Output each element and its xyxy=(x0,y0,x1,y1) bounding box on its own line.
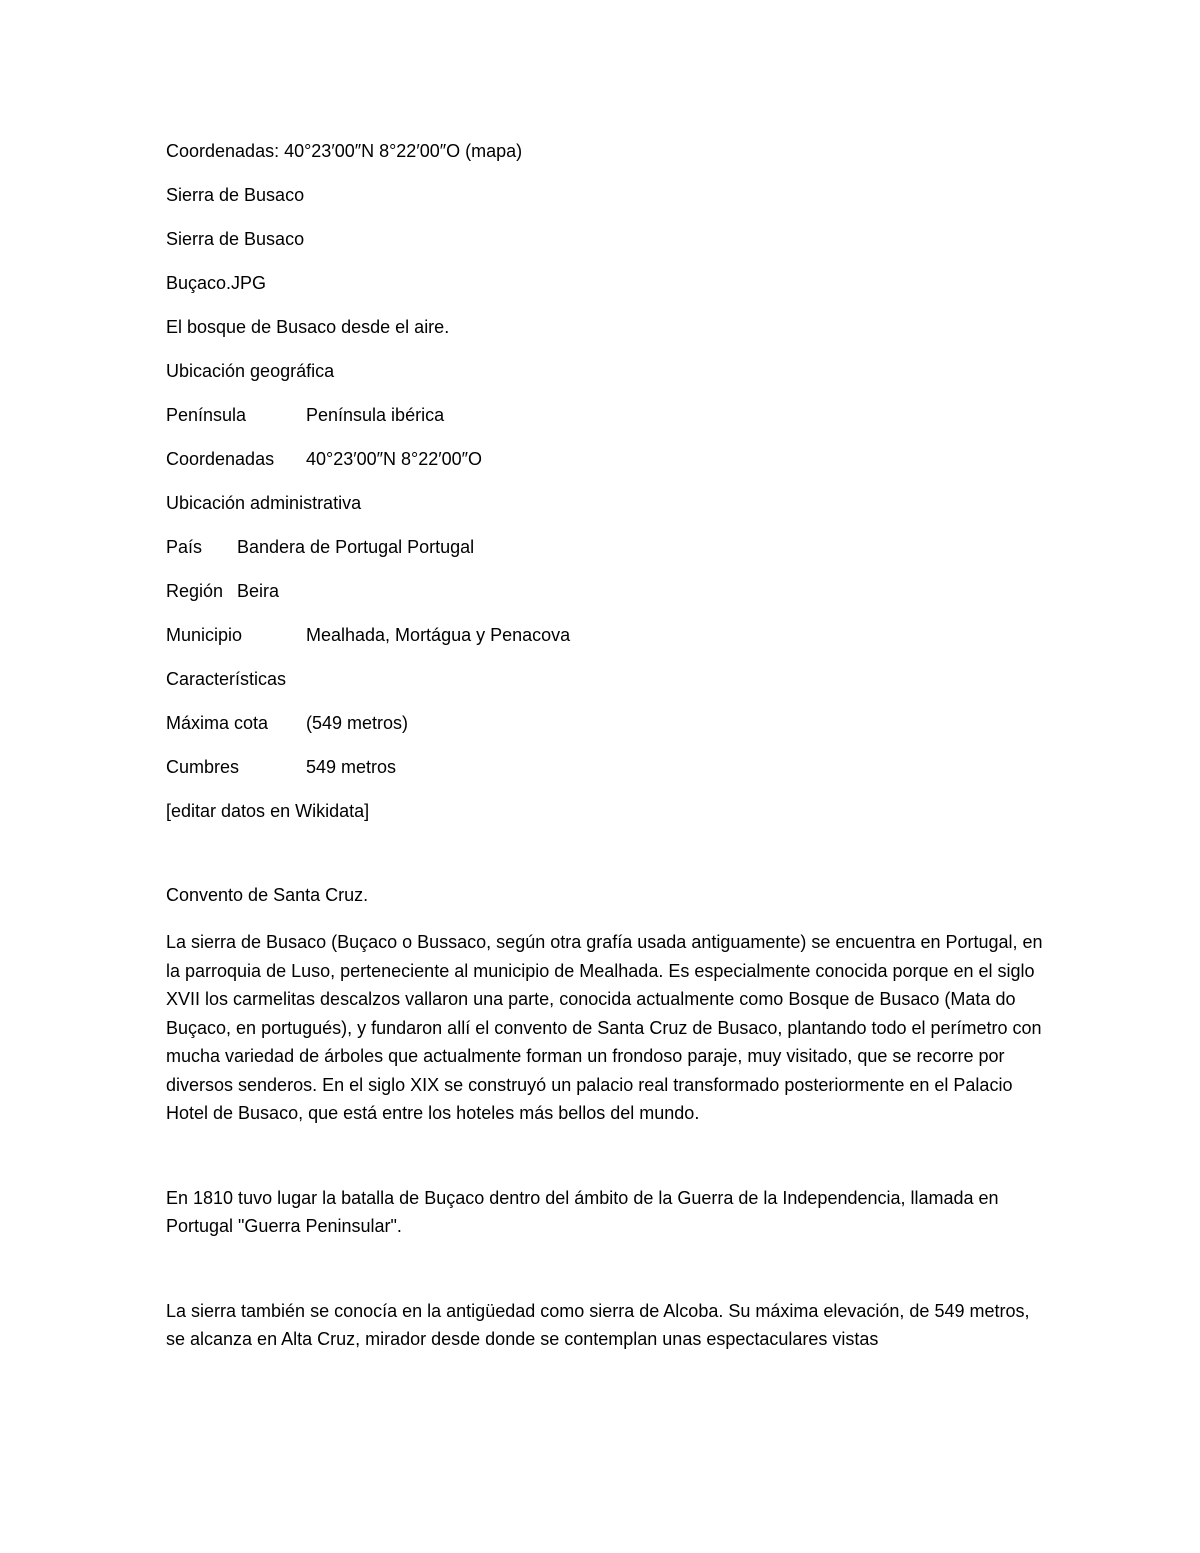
infobox-row-peaks xyxy=(166,756,1046,778)
infobox-key: Península xyxy=(166,405,247,425)
infobox-value: Bandera de Portugal Portugal xyxy=(237,537,475,557)
image-filename: Buçaco.JPG xyxy=(166,273,267,293)
document-page xyxy=(166,140,1046,1376)
paragraph-elevation: La sierra también se conocía en la antigüedad como sierra de Alcoba. Su máxima elevación, de 549 metros, se alcanza en Alta Cruz, mirador desde donde se contemplan unas espectaculares vistas xyxy=(166,1300,1030,1349)
infobox-key: País xyxy=(166,537,203,557)
title-line-repeat: Sierra de Busaco xyxy=(166,229,305,249)
coordinates-line: Coordenadas: 40°23′00″N 8°22′00″O (mapa) xyxy=(166,141,523,161)
infobox-row-coordinates xyxy=(166,448,1046,470)
infobox-value: Beira xyxy=(237,581,280,601)
infobox-value: Península ibérica xyxy=(306,405,445,425)
section-heading-administrative: Ubicación administrativa xyxy=(166,493,362,513)
paragraph-battle: En 1810 tuvo lugar la batalla de Buçaco dentro del ámbito de la Guerra de la Independencia, llamada en Portugal "Guerra Peninsular". xyxy=(166,1187,999,1236)
infobox-value: 549 metros xyxy=(306,757,397,777)
spacer xyxy=(166,844,1046,884)
infobox-value: 40°23′00″N 8°22′00″O xyxy=(306,449,483,469)
title-line: Sierra de Busaco xyxy=(166,185,305,205)
infobox-key: Máxima cota xyxy=(166,713,269,733)
infobox-key: Cumbres xyxy=(166,757,240,777)
infobox-row-region xyxy=(166,580,1046,602)
infobox-row-country xyxy=(166,536,1046,558)
infobox-row-municipality xyxy=(166,624,1046,646)
edit-wikidata-link: [editar datos en Wikidata] xyxy=(166,801,370,821)
infobox-key: Municipio xyxy=(166,625,243,645)
infobox-key: Coordenadas xyxy=(166,449,275,469)
infobox-row-peninsula xyxy=(166,404,1046,426)
section-heading-characteristics: Características xyxy=(166,669,287,689)
infobox-key: Región xyxy=(166,581,224,601)
infobox-value: (549 metros) xyxy=(306,713,409,733)
image-caption: El bosque de Busaco desde el aire. xyxy=(166,317,450,337)
convent-caption: Convento de Santa Cruz. xyxy=(166,885,369,905)
section-heading-geographic: Ubicación geográfica xyxy=(166,361,335,381)
infobox-value: Mealhada, Mortágua y Penacova xyxy=(306,625,571,645)
infobox-row-max-elevation xyxy=(166,712,1046,734)
paragraph-intro: La sierra de Busaco (Buçaco o Bussaco, según otra grafía usada antiguamente) se encuentra en Portugal, en la parroquia de Luso, perteneciente al municipio de Mealhada. Es especialmente conocida porque en el siglo XVII los carmelitas descalzos vallaron una parte, conocida actualmente como Bosque de Busaco (Mata do Buçaco, en portugués), y fundaron allí el convento de Santa Cruz de Busaco, plantando todo el perímetro con mucha variedad de árboles que actualmente forman un frondoso paraje, muy visitado, que se recorre por diversos senderos. En el siglo XIX se construyó un palacio real transformado posteriormente en el Palacio Hotel de Busaco, que está entre los hoteles más bellos del mundo. xyxy=(166,932,1043,1123)
